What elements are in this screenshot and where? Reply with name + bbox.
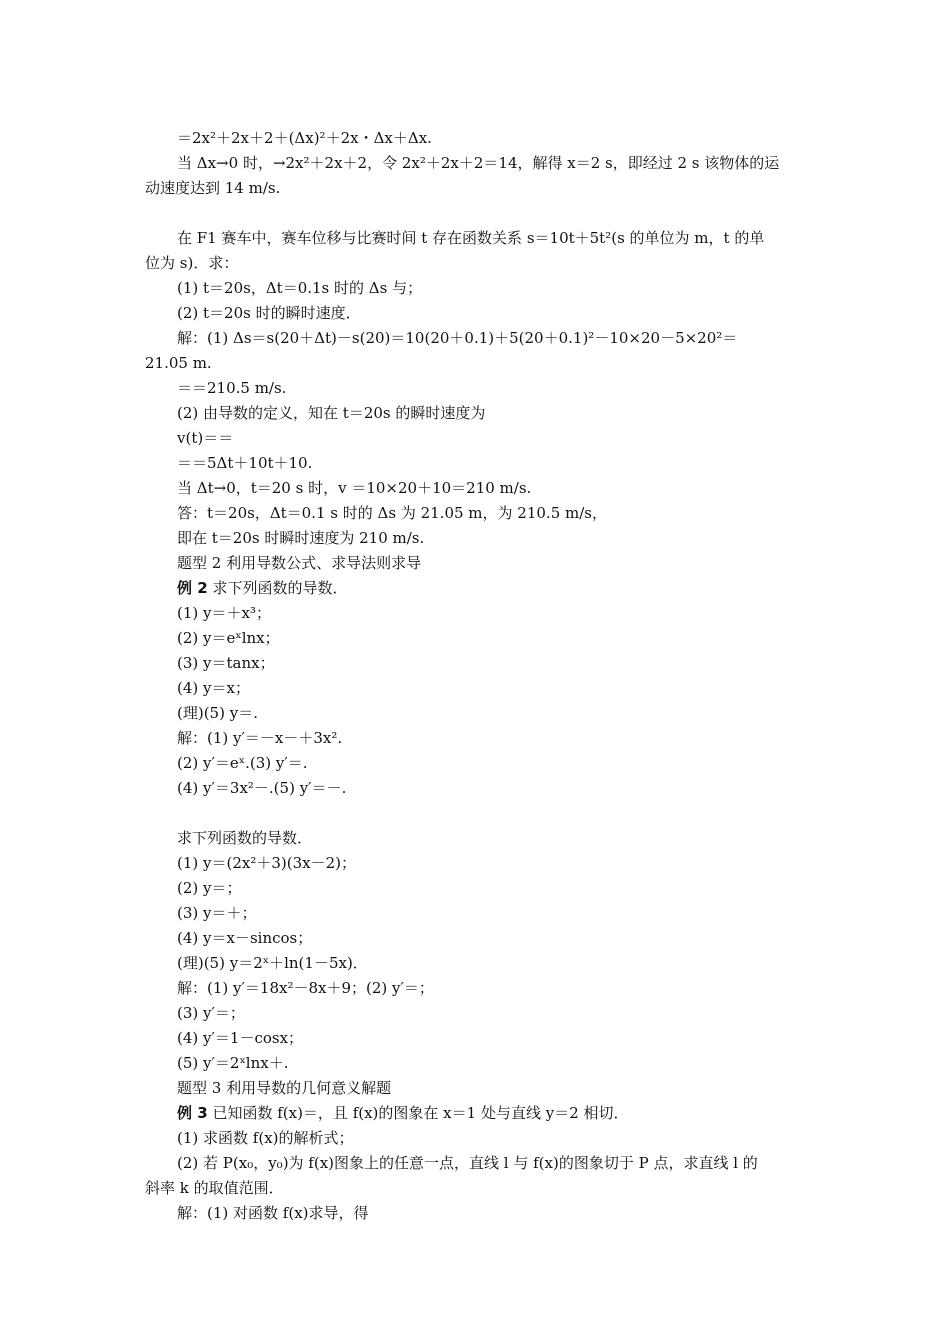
- text-line: (1) y＝(2x²＋3)(3x－2)；: [177, 854, 357, 872]
- text-line: 解：(1) Δs＝s(20＋Δt)－s(20)＝10(20＋0.1)＋5(20＋0.1)²－10×20－5×20²＝: [177, 329, 738, 347]
- text-line: (4) y′＝3x²－.(5) y′＝－.: [177, 779, 347, 797]
- text-line: 求下列函数的导数．: [177, 829, 313, 847]
- text-line: (理)(5) y＝.: [177, 704, 258, 722]
- text-line: 在 F1 赛车中，赛车位移与比赛时间 t 存在函数关系 s＝10t＋5t²(s 的单位为 m，t 的单: [177, 229, 765, 247]
- text-line: ＝＝5Δt＋10t＋10.: [177, 454, 313, 472]
- text-line: 解：(1) y′＝－x－＋3x².: [177, 729, 343, 747]
- text-line: (5) y′＝2ˣlnx＋.: [177, 1054, 289, 1072]
- text-line: (2) 由导数的定义，知在 t＝20s 的瞬时速度为: [177, 404, 486, 422]
- text-line: 21.05 m.: [145, 354, 212, 372]
- example-text: 求下列函数的导数．: [207, 579, 348, 597]
- text-line: (2) t＝20s 时的瞬时速度．: [177, 304, 361, 322]
- example-label: 例 3: [177, 1104, 208, 1122]
- text-line: (3) y′＝；: [177, 1004, 245, 1022]
- text-line: (2) y＝；: [177, 879, 242, 897]
- text-line: ＝2x²＋2x＋2＋(Δx)²＋2x・Δx＋Δx.: [177, 129, 432, 147]
- text-line: (3) y＝＋；: [177, 904, 257, 922]
- text-line: 动速度达到 14 m/s.: [145, 179, 281, 197]
- text-line: 解：(1) y′＝18x²－8x＋9；(2) y′＝；: [177, 979, 434, 997]
- section-heading: 题型 3 利用导数的几何意义解题: [177, 1079, 392, 1097]
- text-line: v(t)＝＝: [177, 429, 234, 447]
- text-line: 位为 s)．求：: [145, 254, 239, 272]
- text-line: ＝＝210.5 m/s.: [177, 379, 287, 397]
- text-line: 当 Δx→0 时，→2x²＋2x＋2，令 2x²＋2x＋2＝14，解得 x＝2 s，即经过 2 s 该物体的运: [177, 154, 780, 172]
- text-line: 解：(1) 对函数 f(x)求导，得: [177, 1204, 369, 1222]
- text-line: 答：t＝20s，Δt＝0.1 s 时的 Δs 为 21.05 m，为 210.5 m/s，: [177, 504, 607, 522]
- text-line: (1) 求函数 f(x)的解析式；: [177, 1129, 354, 1147]
- text-line: 斜率 k 的取值范围．: [145, 1179, 284, 1197]
- text-line: (1) y＝＋x³；: [177, 604, 271, 622]
- text-line: (1) t＝20s，Δt＝0.1s 时的 Δs 与；: [177, 279, 423, 297]
- text-line: (2) 若 P(x₀，y₀)为 f(x)图象上的任意一点，直线 l 与 f(x)的图象切于 P 点，求直线 l 的: [177, 1154, 758, 1172]
- example-label: 例 2: [177, 579, 208, 597]
- text-line: (4) y＝x；: [177, 679, 250, 697]
- example-title: [177, 1103, 629, 1123]
- example-title: [177, 578, 347, 598]
- text-line: (2) y＝eˣlnx；: [177, 629, 280, 647]
- text-line: (4) y＝x－sincos；: [177, 929, 313, 947]
- example-text: 已知函数 f(x)＝，且 f(x)的图象在 x＝1 处与直线 y＝2 相切．: [207, 1104, 629, 1122]
- text-line: (理)(5) y＝2ˣ＋ln(1－5x)．: [177, 954, 368, 972]
- text-line: 当 Δt→0，t＝20 s 时，v ＝10×20＋10＝210 m/s.: [177, 479, 532, 497]
- text-line: (4) y′＝1－cosx；: [177, 1029, 304, 1047]
- text-line: 即在 t＝20s 时瞬时速度为 210 m/s.: [177, 529, 425, 547]
- text-line: (3) y＝tanx；: [177, 654, 275, 672]
- section-heading: 题型 2 利用导数公式、求导法则求导: [177, 554, 422, 572]
- text-line: (2) y′＝eˣ.(3) y′＝.: [177, 754, 308, 772]
